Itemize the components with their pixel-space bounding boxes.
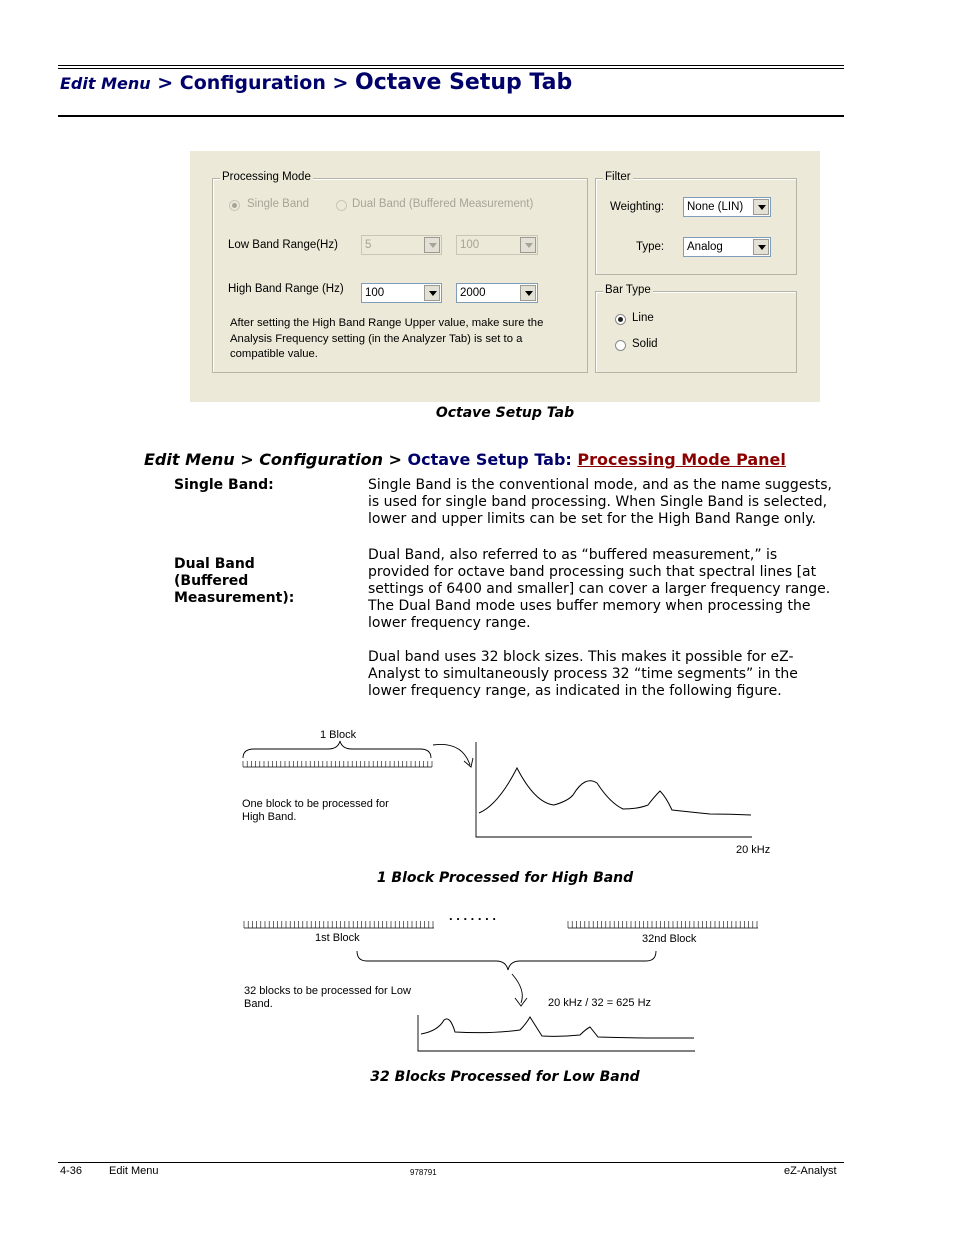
section-heading [144, 450, 786, 469]
high-band-note: After setting the High Band Range Upper value, make sure the Analysis Frequency setting (in the Analyzer Tab) is set to a compatible value. [230, 317, 544, 360]
chevron-down-icon [753, 239, 769, 255]
weighting-value: None (LIN) [687, 201, 744, 213]
chevron-down-icon [424, 285, 440, 301]
chevron-down-icon [520, 237, 536, 253]
block-brace [243, 741, 431, 758]
filter-legend: Filter [605, 171, 631, 183]
header-rule-bottom [58, 115, 844, 117]
one-block-label: 1 Block [320, 729, 357, 741]
type-label: Type: [636, 241, 665, 253]
chevron-down-icon [520, 285, 536, 301]
single-band-radio[interactable] [229, 200, 240, 211]
footer-section: Edit Menu [109, 1165, 159, 1177]
page-title-text: Octave Setup Tab [355, 70, 573, 95]
high-band-axes [476, 742, 752, 837]
chevron-down-icon [753, 199, 769, 215]
low-band-max-value: 100 [460, 239, 480, 251]
curved-arrow-icon [512, 974, 522, 1003]
low-band-range-label: Low Band Range(Hz) [228, 239, 338, 251]
section-crumb-config: Configuration > [259, 450, 408, 469]
high-band-min-select[interactable] [361, 283, 442, 303]
high-band-freq-label: 20 kHz [736, 844, 771, 856]
line-label: Line [632, 312, 654, 324]
footer-rule [58, 1162, 844, 1163]
weighting-label: Weighting: [610, 201, 665, 213]
dual-band-radio[interactable] [336, 200, 347, 211]
arrow-head-icon [464, 758, 473, 767]
high-band-spectrum-line [479, 768, 751, 815]
low-band-caption: 32 Blocks Processed for Low Band [370, 1069, 640, 1085]
high-band-block-ticks [243, 761, 432, 767]
last-block-label: 32nd Block [642, 933, 697, 945]
single-band-description: Single Band is the conventional mode, and as the name suggests, is used for single band processing. When Single Band is selected, lower and upper limits can be set for the High Band Range only. [368, 477, 832, 527]
low-band-min-value: 5 [365, 239, 372, 251]
breadcrumb-edit-menu: Edit Menu [60, 74, 151, 93]
high-band-caption: 1 Block Processed for High Band [376, 870, 634, 886]
high-band-min-value: 100 [365, 287, 385, 299]
high-band-range-label: High Band Range (Hz) [228, 283, 344, 295]
header-rule-top [58, 65, 844, 66]
section-crumb-edit: Edit Menu > [144, 450, 260, 469]
low-band-note: 32 blocks to be processed for Low Band. [244, 985, 411, 1010]
filter-group [595, 171, 797, 275]
high-band-figure [230, 725, 790, 865]
breadcrumb-configuration: > Configuration > [150, 72, 356, 94]
single-band-term: Single Band: [174, 477, 274, 493]
single-band-label: Single Band [247, 198, 310, 210]
solid-label: Solid [632, 338, 658, 350]
first-block-ticks [244, 921, 434, 928]
bar-type-legend: Bar Type [605, 284, 651, 296]
line-radio[interactable] [615, 314, 626, 325]
dual-band-description: Dual Band, also referred to as “buffered measurement,” is provided for octave band processing such that spectral lines [at settings of 6400 and smaller] can cover a larger frequency range. The Dual Band mode uses buffer memory when processing the lower frequency range. [368, 547, 831, 631]
dual-band-label: Dual Band (Buffered Measurement) [352, 198, 534, 210]
type-value: Analog [687, 241, 723, 253]
last-block-ticks [568, 921, 758, 928]
high-band-note: One block to be processed for High Band. [242, 798, 389, 823]
footer-page-number: 4-36 [60, 1165, 83, 1177]
dual-band-term: Dual Band (Buffered Measurement): [174, 556, 295, 606]
ellipsis-dots: . . . . . . . [449, 908, 496, 923]
dual-band-description-2: Dual band uses 32 block sizes. This makes it possible for eZ-Analyst to simultaneously process 32 “time segments” in the lower frequency range, as indicated in the following figure. [368, 649, 798, 699]
page-title [60, 70, 572, 95]
section-crumb-tab: Octave Setup Tab: [407, 450, 578, 469]
low-band-max-select[interactable] [456, 235, 538, 255]
header-rule-top-2 [58, 68, 844, 69]
blocks-brace [357, 951, 656, 970]
low-band-axes [418, 1015, 695, 1051]
octave-setup-dialog [190, 151, 820, 402]
high-band-max-select[interactable] [456, 283, 538, 303]
dialog-caption: Octave Setup Tab [435, 405, 575, 421]
first-block-label: 1st Block [315, 932, 360, 944]
chevron-down-icon [424, 237, 440, 253]
processing-mode-legend: Processing Mode [222, 171, 311, 183]
low-band-freq-label: 20 kHz / 32 = 625 Hz [548, 997, 652, 1009]
high-band-max-value: 2000 [460, 287, 486, 299]
bar-type-group [595, 284, 797, 373]
low-band-min-select[interactable] [361, 235, 442, 255]
section-title-link[interactable]: Processing Mode Panel [577, 450, 786, 469]
solid-radio[interactable] [615, 340, 626, 351]
type-select[interactable] [683, 237, 771, 257]
footer-doc-number: 978791 [410, 1168, 437, 1177]
low-band-spectrum-line [421, 1017, 694, 1038]
weighting-select[interactable] [683, 197, 771, 217]
footer-product: eZ-Analyst [784, 1165, 837, 1177]
